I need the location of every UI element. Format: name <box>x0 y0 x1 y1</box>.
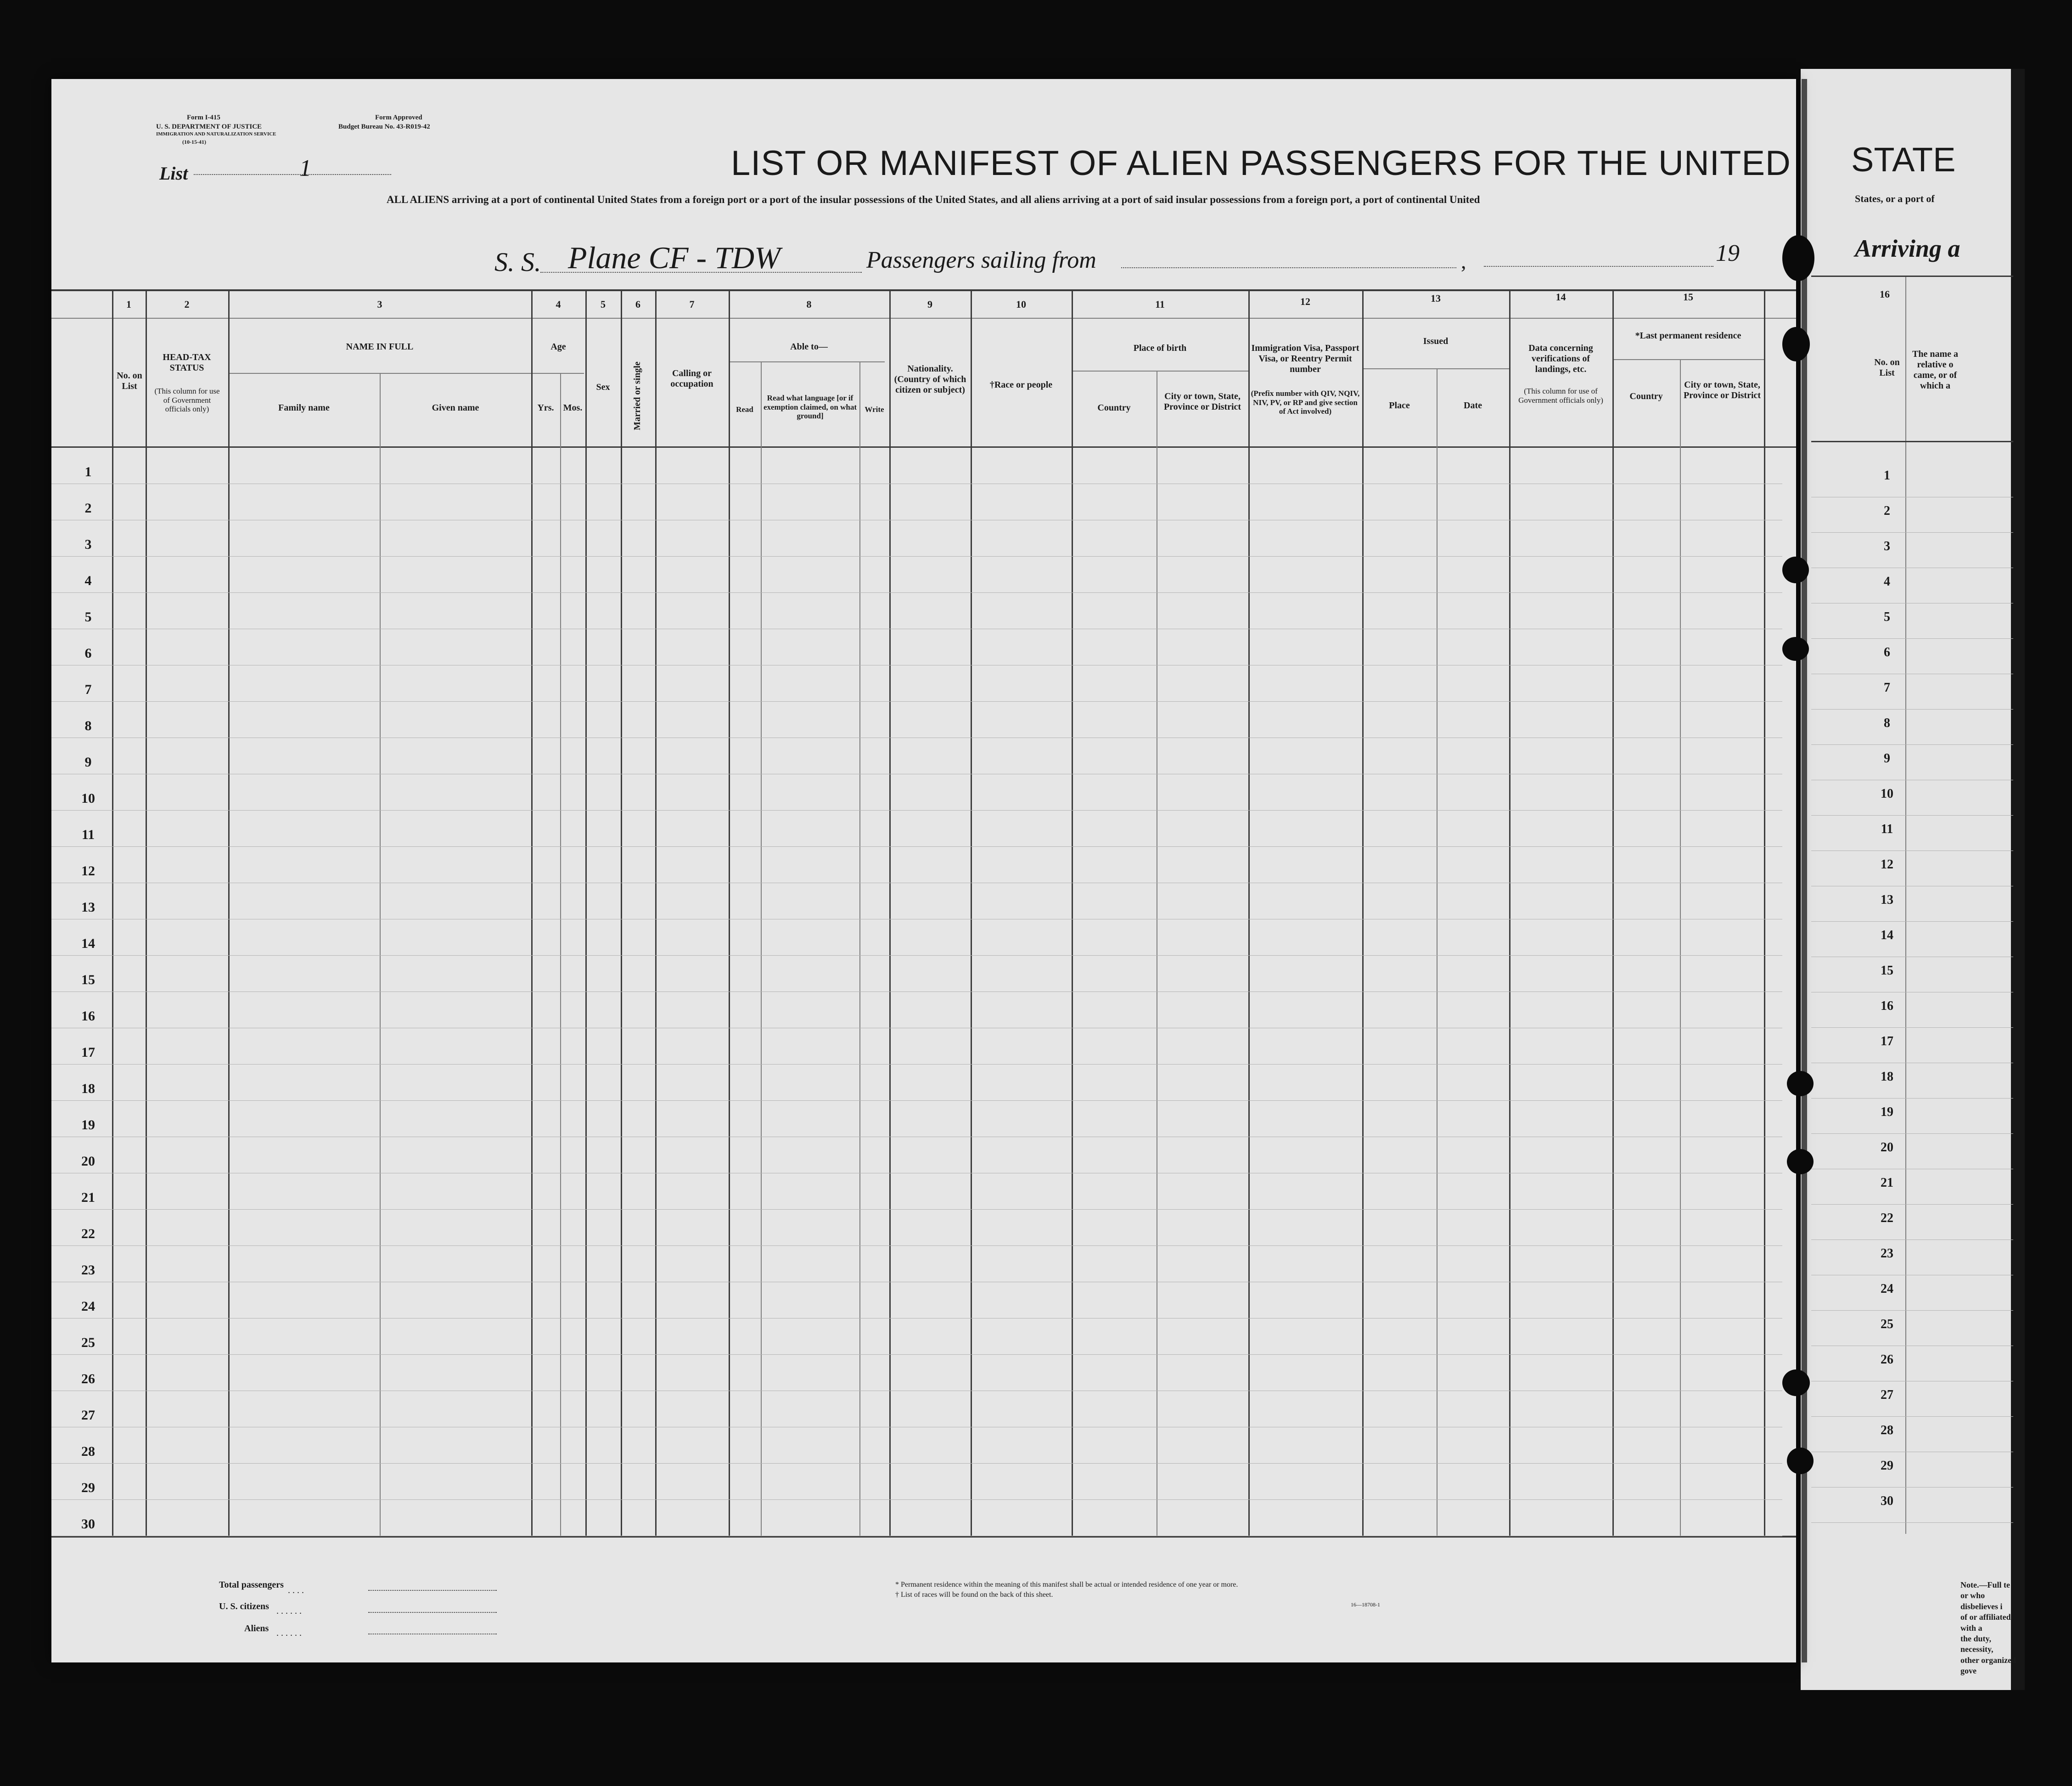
subtitle: ALL ALIENS arriving at a port of continental United States from a foreign port or a port of the insular possessions of the United States, and all aliens arriving at a port of said insular possessions from a foreign port, a port of continental United <box>387 194 1480 205</box>
row-number: 28 <box>81 1444 95 1459</box>
row-number-right: 25 <box>1881 1317 1893 1331</box>
footer-code: 16—18708-1 <box>1351 1601 1380 1608</box>
colnum-16: 16 <box>1880 288 1890 300</box>
header-name-in-full: NAME IN FULL <box>346 342 414 352</box>
date-code: (10-15-41) <box>182 139 206 145</box>
approval: Form Approved <box>375 114 422 121</box>
col-line-2 <box>146 289 147 1536</box>
header-married-single: Married or single <box>632 361 642 430</box>
footer-total-label: Total passengers <box>219 1580 284 1590</box>
manifest-sheet <box>51 79 1796 1662</box>
header-given-name: Given name <box>432 403 479 413</box>
colnum-11: 11 <box>1155 299 1165 310</box>
row-number: 1 <box>84 464 92 479</box>
row-number-right: 30 <box>1881 1494 1893 1508</box>
row-line-right <box>1811 815 2013 816</box>
row-number: 15 <box>81 972 95 987</box>
row-line-right <box>1811 744 2013 745</box>
header-issued-place: Place <box>1389 400 1410 411</box>
header-issued: Issued <box>1423 336 1449 346</box>
row-number: 8 <box>84 718 92 733</box>
col-line-4 <box>531 289 533 1536</box>
header-place-of-birth: Place of birth <box>1133 343 1187 353</box>
header-last-residence: *Last permanent residence <box>1635 331 1741 341</box>
title-continuation: STATE <box>1851 141 1956 179</box>
row-line <box>51 1100 1782 1101</box>
row-number: 12 <box>81 863 95 879</box>
footer-aliens-label: Aliens <box>244 1623 269 1634</box>
row-number: 10 <box>81 791 95 806</box>
row-number-right: 3 <box>1884 539 1890 553</box>
row-number: 4 <box>84 573 92 588</box>
footer-total-line <box>368 1590 497 1591</box>
row-number-right: 24 <box>1881 1282 1893 1296</box>
colnum-8: 8 <box>806 299 812 310</box>
header-no-on-list-right: No. on List <box>1874 357 1900 378</box>
footer-note-right <box>1960 1580 2020 1677</box>
row-number-right: 18 <box>1881 1070 1893 1084</box>
row-line <box>51 1354 1782 1355</box>
col-line-9 <box>889 289 891 1536</box>
col-line-8c <box>859 361 860 1536</box>
row-line-right <box>1811 1098 2013 1099</box>
comma: , <box>1461 249 1466 273</box>
header-head-tax: HEAD-TAX STATUS <box>163 352 211 373</box>
row-number-right: 19 <box>1881 1105 1893 1119</box>
header-visa-note: (Prefix number with QIV, NQIV, NIV, PV, or RP and give section of Act involved) <box>1251 389 1360 416</box>
sailing-from-line <box>1121 266 1456 268</box>
col-line-15b <box>1680 359 1681 1536</box>
note-right-line: of or affiliated with a <box>1960 1612 2011 1633</box>
footer-note-residence: * Permanent residence within the meaning of this manifest shall be actual or intended residence of one year or more. <box>895 1581 1238 1589</box>
header-family-name: Family name <box>278 403 330 413</box>
colnum-12: 12 <box>1300 296 1310 307</box>
form-number: Form I-415 <box>187 114 220 121</box>
manifest-title: LIST OR MANIFEST OF ALIEN PASSENGERS FOR THE UNITED <box>731 144 1791 183</box>
footer-citizens-dots: . . . . . . <box>276 1606 302 1616</box>
row-number: 11 <box>81 827 95 842</box>
col-line-3 <box>228 289 230 1536</box>
colnum-6: 6 <box>635 299 640 310</box>
colnum-4: 4 <box>556 299 561 310</box>
col-line-6 <box>621 289 622 1536</box>
list-value: 1 <box>299 155 311 181</box>
colnum-15: 15 <box>1683 291 1693 303</box>
column-number-divider <box>51 318 1796 319</box>
row-number-right: 29 <box>1881 1459 1893 1473</box>
row-line-right <box>1811 1204 2013 1205</box>
col-line-13 <box>1362 289 1364 1536</box>
row-number-right: 20 <box>1881 1140 1893 1155</box>
row-number: 25 <box>81 1335 95 1350</box>
row-line-right <box>1811 921 2013 922</box>
row-number-right: 4 <box>1884 575 1890 589</box>
note-right-line: Note.—Full te <box>1960 1580 2010 1589</box>
right-page <box>1801 69 2021 1690</box>
colnum-14: 14 <box>1555 291 1566 303</box>
punch-hole <box>1787 1071 1814 1096</box>
birth-subheader-line <box>1072 371 1248 372</box>
list-line <box>194 173 391 175</box>
vessel-prefix: S. S. <box>494 247 541 277</box>
punch-hole <box>1782 235 1814 281</box>
row-line-right <box>1811 638 2013 639</box>
colnum-10: 10 <box>1016 299 1026 310</box>
row-number: 14 <box>81 936 95 951</box>
row-line <box>51 846 1782 847</box>
row-line-right <box>1811 709 2013 710</box>
row-line <box>51 1463 1782 1464</box>
footer-citizens-label: U. S. citizens <box>219 1601 269 1611</box>
footer-total-dots: . . . . <box>288 1585 304 1595</box>
punch-hole <box>1782 327 1810 361</box>
punch-hole <box>1782 637 1809 661</box>
row-line-right <box>1811 1239 2013 1240</box>
row-number-right: 10 <box>1881 787 1893 801</box>
row-line <box>51 592 1782 593</box>
row-line-right <box>1811 532 2013 533</box>
row-number: 13 <box>81 900 95 915</box>
punch-hole <box>1782 1369 1810 1396</box>
row-number: 22 <box>81 1226 95 1241</box>
row-line-right <box>1811 1416 2013 1417</box>
vessel-name: Plane CF - TDW <box>568 240 781 275</box>
row-line-right <box>1811 1133 2013 1134</box>
row-line-right <box>1811 1310 2013 1311</box>
footer-aliens-dots: . . . . . . <box>276 1628 302 1638</box>
header-age: Age <box>550 342 566 352</box>
colnum-3: 3 <box>377 299 382 310</box>
age-subheader-line <box>531 373 584 374</box>
colnum-5: 5 <box>601 299 606 310</box>
row-line <box>51 1245 1782 1246</box>
colnum-13: 13 <box>1431 293 1441 304</box>
header-birth-city: City or town, State, Province or District <box>1163 391 1241 412</box>
header-head-tax-note: (This column for use of Government officials only) <box>154 387 220 414</box>
row-number-right: 17 <box>1881 1034 1893 1048</box>
row-line <box>51 955 1782 956</box>
colnum-1: 1 <box>126 299 131 310</box>
col-line-4b <box>560 373 561 1536</box>
header-sex: Sex <box>596 382 610 392</box>
note-right-line: other organized gove <box>1960 1655 2016 1676</box>
row-number: 23 <box>81 1262 95 1278</box>
row-line <box>51 701 1782 702</box>
note-right-line: the duty, necessity, <box>1960 1634 1993 1654</box>
subtitle-continuation: States, or a port of <box>1855 193 1935 204</box>
list-label: List <box>159 163 188 184</box>
row-number: 29 <box>81 1480 95 1495</box>
year-prefix: 19 <box>1716 240 1740 266</box>
row-number: 26 <box>81 1371 95 1386</box>
row-line-right <box>1811 1522 2013 1523</box>
row-number-right: 27 <box>1881 1388 1893 1402</box>
row-number: 21 <box>81 1190 95 1205</box>
punch-hole <box>1787 1448 1814 1474</box>
residence-subheader-line <box>1612 359 1764 360</box>
page-edge <box>2011 69 2025 1690</box>
col-line-15 <box>1612 289 1614 1536</box>
col-line-5 <box>585 289 587 1536</box>
note-right-line: or who disbelieves i <box>1960 1591 2003 1611</box>
department: U. S. DEPARTMENT OF JUSTICE <box>156 123 262 130</box>
sailing-label: Passengers sailing from <box>866 247 1096 273</box>
row-number-right: 28 <box>1881 1423 1893 1437</box>
right-top-border <box>1811 276 2013 277</box>
colnum-2: 2 <box>184 299 190 310</box>
row-number-right: 9 <box>1884 751 1890 766</box>
row-number-right: 7 <box>1884 681 1890 695</box>
row-number: 27 <box>81 1408 95 1423</box>
row-line-right <box>1811 1027 2013 1028</box>
colnum-9: 9 <box>927 299 932 310</box>
row-number: 18 <box>81 1081 95 1096</box>
header-no-on-list: No. on List <box>117 371 142 391</box>
able-subheader-line <box>729 361 885 362</box>
header-read: Read <box>736 405 753 414</box>
row-number: 7 <box>84 682 92 697</box>
row-number: 9 <box>84 755 92 770</box>
row-number-right: 22 <box>1881 1211 1893 1225</box>
row-line <box>51 810 1782 811</box>
row-number-right: 5 <box>1884 610 1890 624</box>
row-number-right: 8 <box>1884 716 1890 730</box>
row-line <box>51 556 1782 557</box>
footer-note-races: † List of races will be found on the back of this sheet. <box>895 1591 1053 1599</box>
footer-citizens-line <box>368 1612 497 1613</box>
row-number: 30 <box>81 1516 95 1532</box>
col-line-8b <box>761 361 762 1536</box>
row-line <box>51 1499 1782 1500</box>
header-issued-date: Date <box>1464 400 1482 411</box>
col-line-12 <box>1248 289 1250 1536</box>
header-bottom-border <box>51 446 1796 448</box>
header-mos: Mos. <box>563 403 583 413</box>
row-number-right: 23 <box>1881 1246 1893 1261</box>
header-able-to: Able to— <box>790 342 828 352</box>
col-line-8 <box>729 289 730 1536</box>
header-calling: Calling or occupation <box>670 368 713 389</box>
right-col-line <box>1905 276 1906 1534</box>
right-header-border <box>1811 441 2013 442</box>
vessel-line <box>540 271 862 273</box>
col-line-3b <box>380 373 381 1536</box>
col-line-14 <box>1509 289 1510 1536</box>
col-line-10 <box>971 289 972 1536</box>
row-number: 2 <box>84 501 92 516</box>
row-number-right: 2 <box>1884 504 1890 518</box>
row-number-right: 26 <box>1881 1352 1893 1367</box>
col-line-1 <box>112 289 113 1536</box>
header-residence-city: City or town, State, Province or District <box>1683 380 1761 400</box>
punch-hole <box>1787 1149 1814 1174</box>
punch-hole <box>1782 557 1809 583</box>
row-number-right: 1 <box>1884 468 1890 483</box>
row-number: 20 <box>81 1154 95 1169</box>
issued-subheader-line <box>1362 368 1509 369</box>
row-number-right: 6 <box>1884 645 1890 659</box>
header-write: Write <box>865 405 884 414</box>
header-birth-country: Country <box>1097 403 1131 413</box>
header-yrs: Yrs. <box>537 403 554 413</box>
header-race: †Race or people <box>989 380 1053 390</box>
row-number: 5 <box>84 609 92 625</box>
header-residence-country: Country <box>1629 391 1663 401</box>
header-relative-right: The name a relative o came, or of which a <box>1912 349 1958 391</box>
row-number-right: 15 <box>1881 963 1893 978</box>
row-line <box>51 1209 1782 1210</box>
row-number: 3 <box>84 537 92 552</box>
page-fold <box>1802 79 1807 1662</box>
col-line-11 <box>1072 289 1073 1536</box>
col-line-16 <box>1764 289 1765 1536</box>
header-read-language: Read what language [or if exemption claimed, on what ground] <box>763 394 857 421</box>
row-line <box>51 1064 1782 1065</box>
row-number-right: 21 <box>1881 1176 1893 1190</box>
row-number: 6 <box>84 646 92 661</box>
row-number-right: 14 <box>1881 928 1893 942</box>
date-line <box>1484 265 1713 267</box>
header-verifications-note: (This column for use of Government officials only) <box>1518 387 1603 405</box>
header-nationality: Nationality. (Country of which citizen or subject) <box>894 364 966 395</box>
budget-number: Budget Bureau No. 43-R019-42 <box>338 123 430 130</box>
colnum-7: 7 <box>689 299 695 310</box>
row-number-right: 11 <box>1881 822 1893 836</box>
row-number: 16 <box>81 1008 95 1024</box>
row-number-right: 12 <box>1881 857 1893 872</box>
row-number: 24 <box>81 1299 95 1314</box>
row-number-right: 13 <box>1881 893 1893 907</box>
row-number: 19 <box>81 1117 95 1132</box>
service: IMMIGRATION AND NATURALIZATION SERVICE <box>156 131 276 137</box>
col-line-7 <box>655 289 657 1536</box>
row-number-right: 16 <box>1881 999 1893 1013</box>
row-number: 17 <box>81 1045 95 1060</box>
header-visa: Immigration Visa, Passport Visa, or Reentry Permit number <box>1251 343 1359 374</box>
header-verifications: Data concerning verifications of landings, etc. <box>1528 343 1593 374</box>
arriving-label: Arriving a <box>1855 235 1960 262</box>
